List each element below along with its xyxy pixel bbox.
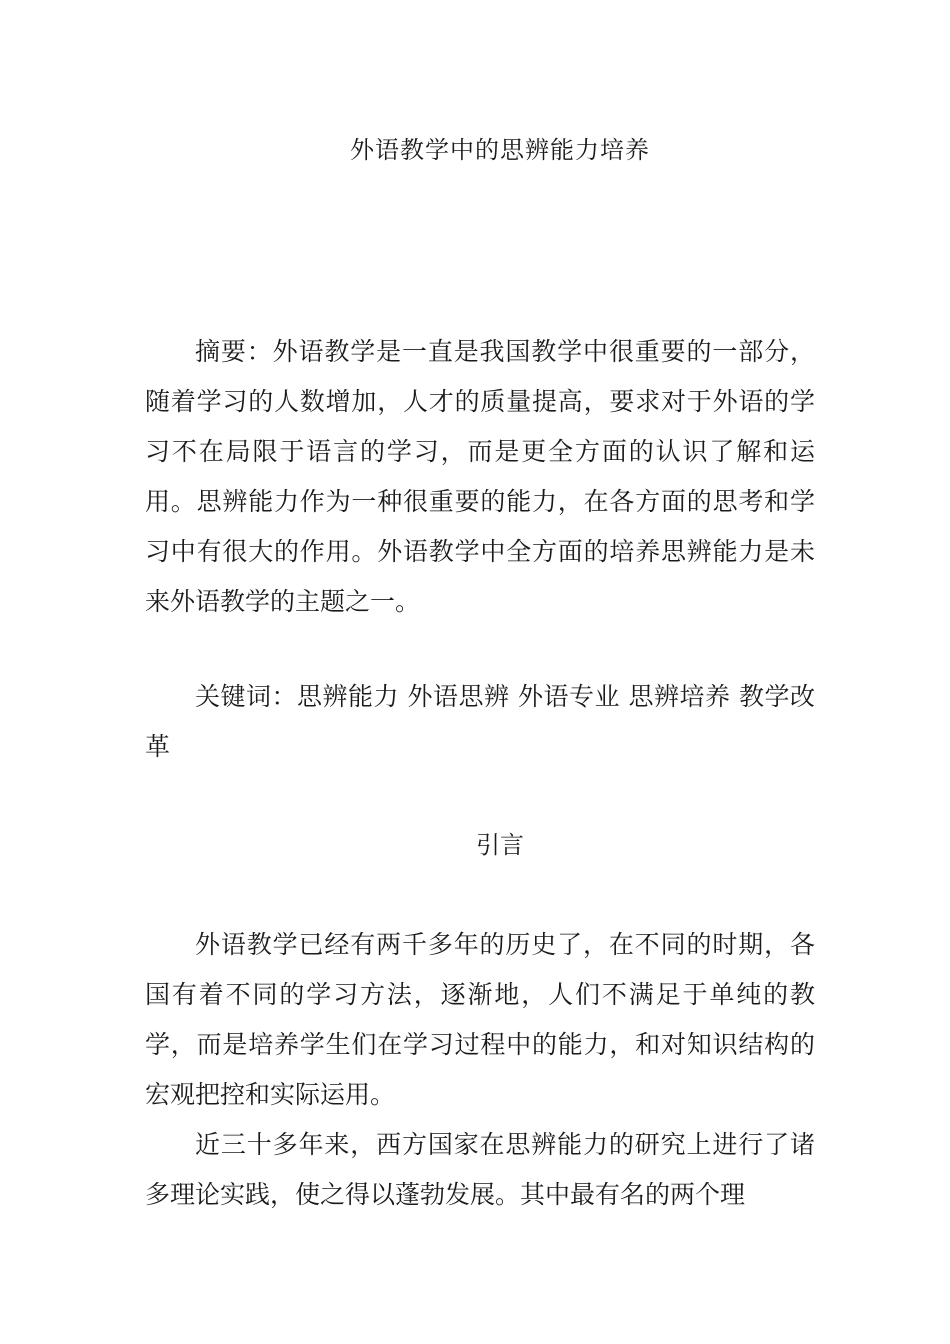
body-paragraph: 近三十多年来，西方国家在思辨能力的研究上进行了诸多理论实践，使之得以蓬勃发展。其中最有名的两个理 — [145, 1130, 815, 1209]
abstract-paragraph: 摘要：外语教学是一直是我国教学中很重要的一部分，随着学习的人数增加，人才的质量提高，要求对于外语的学习不在局限于语言的学习，而是更全方面的认识了解和运用。思辨能力作为一种很重要的能力，在各方面的思考和学习中有很大的作用。外语教学中全方面的培养思辨能力是未来外语教学的主题之一。 — [145, 337, 815, 616]
keywords-paragraph: 关键词：思辨能力 外语思辨 外语专业 思辨培养 教学改革 — [145, 682, 815, 761]
document-title: 外语教学中的思辨能力培养 — [350, 136, 650, 164]
body-paragraph: 外语教学已经有两千多年的历史了，在不同的时期，各国有着不同的学习方法，逐渐地，人们不满足于单纯的教学，而是培养学生们在学习过程中的能力，和对知识结构的宏观把控和实际运用。 — [145, 930, 815, 1109]
section-heading: 引言 — [476, 831, 524, 859]
